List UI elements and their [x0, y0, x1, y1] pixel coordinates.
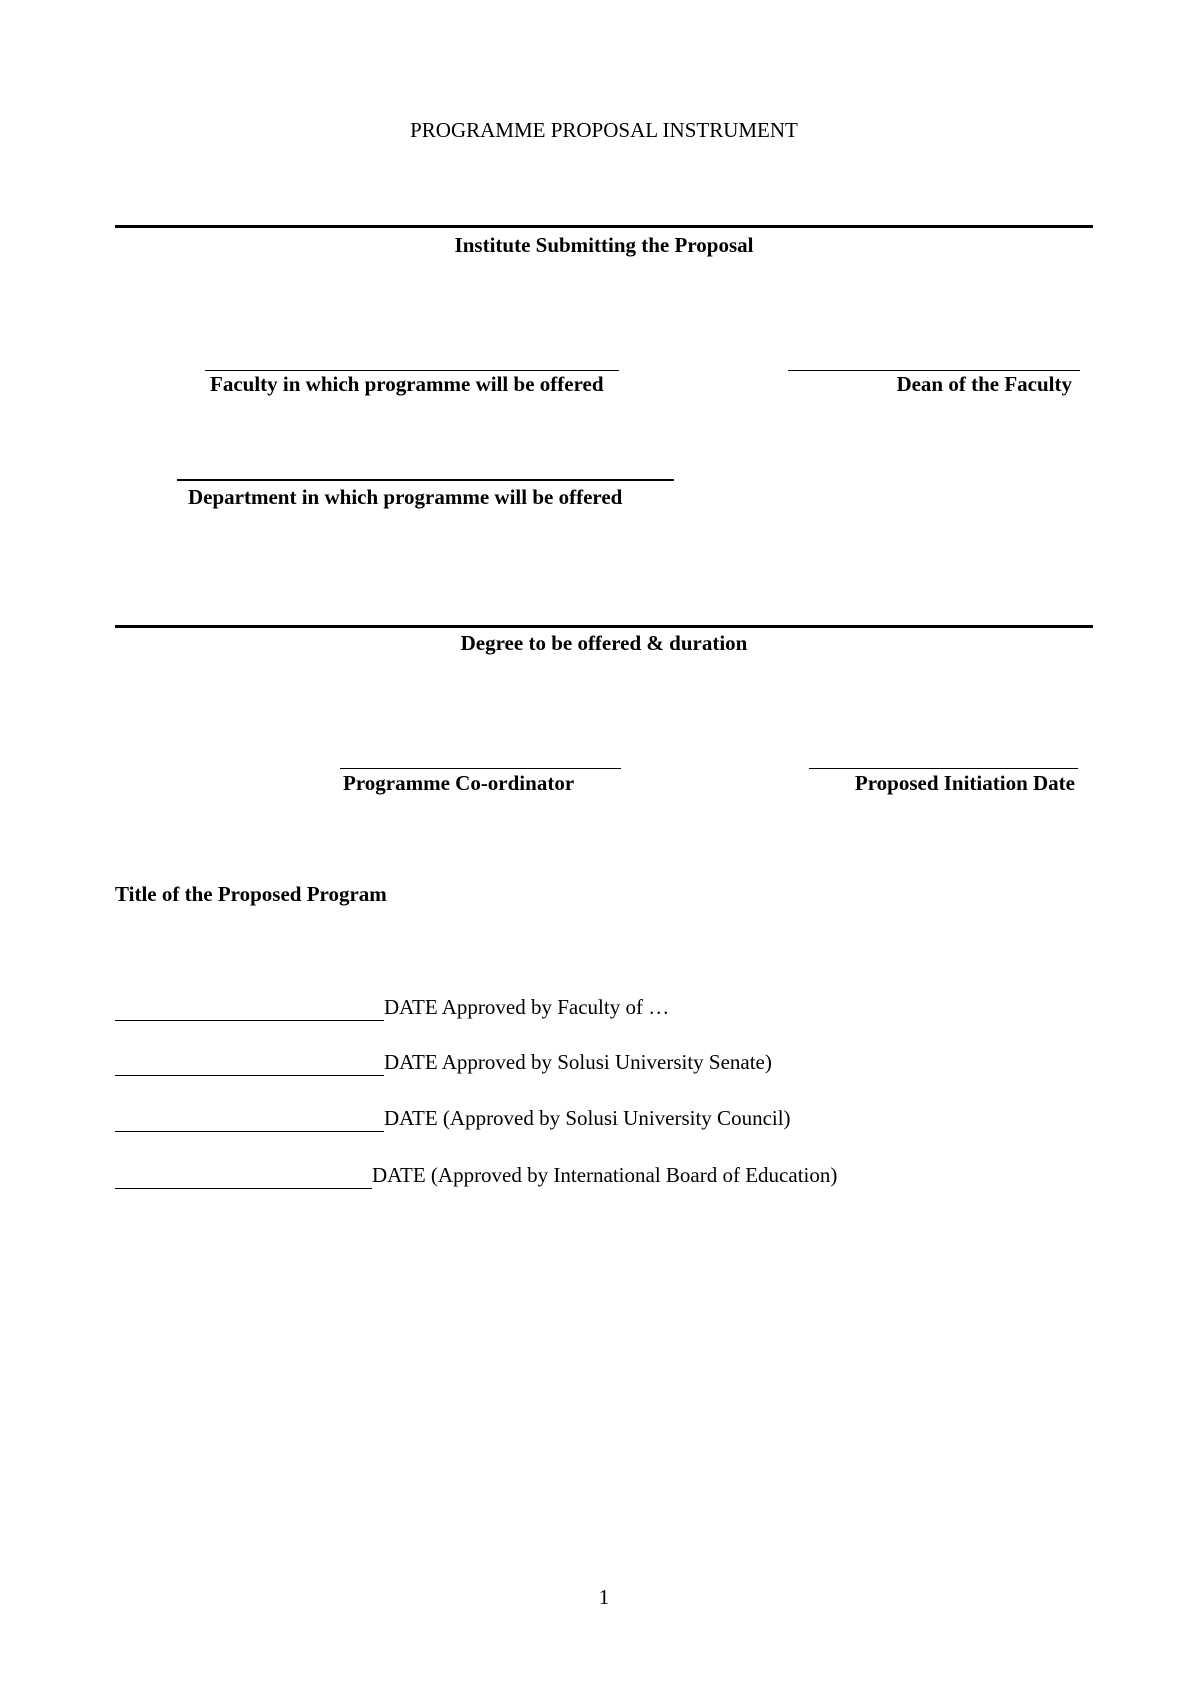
section-rule — [115, 625, 1093, 628]
page-number: 1 — [598, 1585, 610, 1609]
approval-council: DATE (Approved by Solusi University Council) — [384, 1106, 791, 1130]
initiation-date-line[interactable] — [809, 768, 1078, 769]
approval-date-line[interactable] — [115, 1188, 372, 1189]
faculty-signature-line[interactable] — [205, 370, 619, 371]
document-title: PROGRAMME PROPOSAL INSTRUMENT — [410, 118, 798, 142]
approval-senate: DATE Approved by Solusi University Senate) — [384, 1050, 772, 1074]
initiation-label: Proposed Initiation Date — [854, 771, 1075, 795]
program-title-label: Title of the Proposed Program — [115, 882, 387, 906]
approval-date-line[interactable] — [115, 1020, 384, 1021]
institute-label: Institute Submitting the Proposal — [454, 233, 754, 257]
degree-label: Degree to be offered & duration — [460, 631, 748, 655]
department-signature-line[interactable] — [177, 479, 674, 481]
dean-signature-line[interactable] — [788, 370, 1080, 371]
approval-faculty: DATE Approved by Faculty of … — [384, 995, 670, 1019]
coordinator-signature-line[interactable] — [340, 768, 621, 769]
coordinator-label: Programme Co-ordinator — [343, 771, 575, 795]
department-label: Department in which programme will be offered — [188, 485, 623, 509]
dean-label: Dean of the Faculty — [896, 372, 1072, 396]
approval-date-line[interactable] — [115, 1075, 384, 1076]
approval-board: DATE (Approved by International Board of Education) — [372, 1163, 838, 1187]
faculty-label: Faculty in which programme will be offered — [210, 372, 604, 396]
section-rule — [115, 225, 1093, 228]
approval-date-line[interactable] — [115, 1131, 384, 1132]
